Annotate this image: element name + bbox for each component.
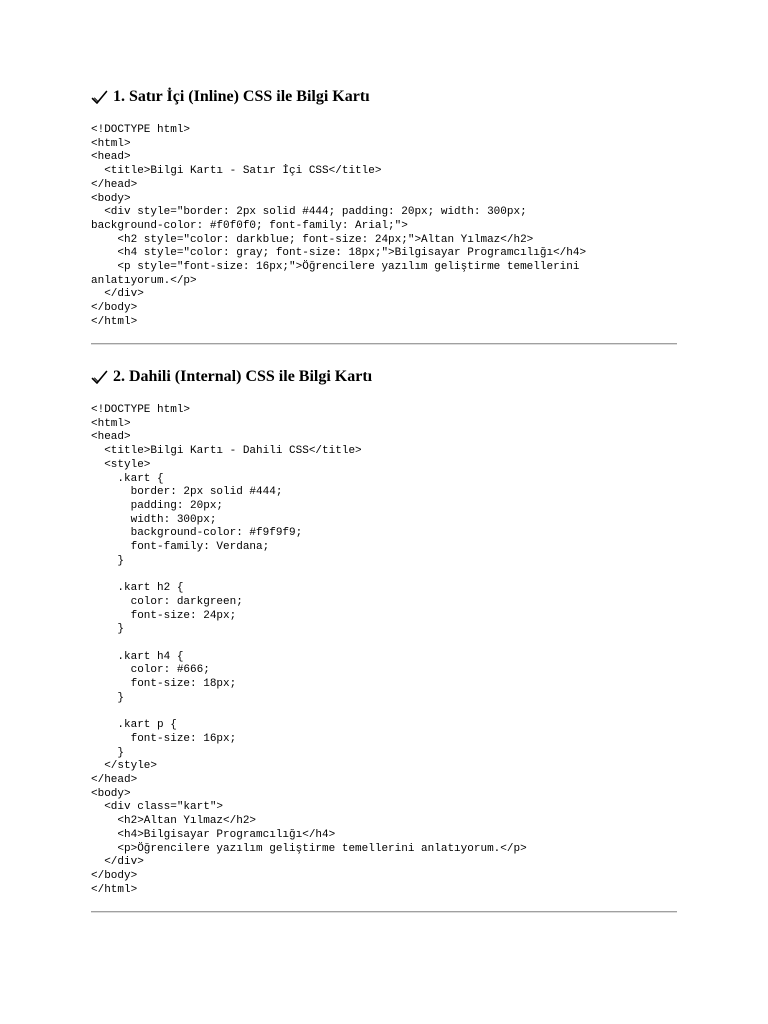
section-heading xyxy=(91,86,677,108)
section-internal-css xyxy=(91,366,677,897)
code-block: <!DOCTYPE html> <html> <head> <title>Bilgi Kartı - Satır İçi CSS</title> </head> <body> <div style="border: 2px solid #444; padding: 20px; width: 300px; background-color: #f0f0f0; font-family: Arial;"> <h2 style="color: darkblue; font-size: 24px;">Altan Yılmaz</h2> <h4 style="color: gray; font-size: 18px;">Bilgisayar Programcılığı</h4> <p style="font-size: 16px;">Öğrencilere yazılım geliştirme temellerini anlatıyorum.</p> </div> </body> </html> xyxy=(91,124,587,328)
horizontal-rule xyxy=(91,343,677,345)
check-mark-icon xyxy=(91,369,108,386)
section-inline-css xyxy=(91,86,677,330)
section-heading-text: 2. Dahili (Internal) CSS ile Bilgi Kartı xyxy=(113,368,373,385)
check-mark-icon xyxy=(91,89,108,106)
code-block: <!DOCTYPE html> <html> <head> <title>Bilgi Kartı - Dahili CSS</title> <style> .kart { border: 2px solid #444; padding: 20px; width: 300px; background-color: #f9f9f9; font-family: Verdana; } .kart h2 { color: darkgreen; font-size: 24px; } .kart h4 { color: #666; font-size: 18px; } .kart p { font-size: 16px; } </style> </head> <body> <div class="kart"> <h2>Altan Yılmaz</h2> <h4>Bilgisayar Programcılığı</h4> <p>Öğrencilere yazılım geliştirme temellerini anlatıyorum.</p> </div> </body> </html> xyxy=(91,404,527,896)
horizontal-rule xyxy=(91,911,677,913)
section-heading xyxy=(91,366,677,388)
section-heading-text: 1. Satır İçi (Inline) CSS ile Bilgi Kartı xyxy=(113,88,370,105)
